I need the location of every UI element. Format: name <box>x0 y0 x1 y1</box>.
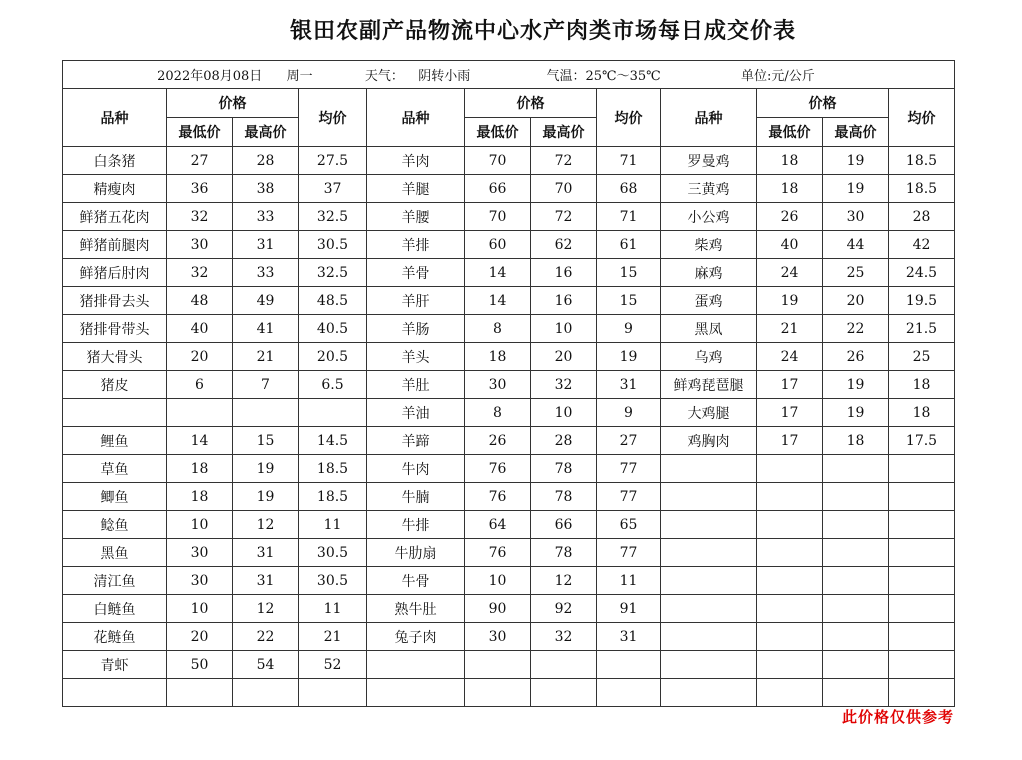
max-price-cell: 12 <box>531 567 597 595</box>
avg-price-cell <box>889 511 955 539</box>
disclaimer-note: 此价格仅供参考 <box>841 708 954 726</box>
min-price-cell: 70 <box>465 203 531 231</box>
max-price-cell: 19 <box>823 175 889 203</box>
avg-price-cell <box>889 651 955 679</box>
max-price-cell: 20 <box>823 287 889 315</box>
header-min: 最低价 <box>167 118 233 147</box>
variety-cell: 羊排 <box>367 231 465 259</box>
variety-cell: 黑鱼 <box>63 539 167 567</box>
max-price-cell <box>823 455 889 483</box>
min-price-cell: 27 <box>167 147 233 175</box>
min-price-cell: 18 <box>167 483 233 511</box>
header-avg: 均价 <box>299 89 367 147</box>
max-price-cell: 31 <box>233 231 299 259</box>
table-row <box>63 623 955 651</box>
price-table <box>62 60 955 707</box>
header-price: 价格 <box>465 89 597 118</box>
table-row <box>63 175 955 203</box>
max-price-cell: 78 <box>531 455 597 483</box>
table-row <box>63 567 955 595</box>
avg-price-cell: 17.5 <box>889 427 955 455</box>
variety-cell: 羊蹄 <box>367 427 465 455</box>
avg-price-cell: 18 <box>889 371 955 399</box>
max-price-cell: 22 <box>233 623 299 651</box>
max-price-cell <box>531 679 597 707</box>
max-price-cell: 92 <box>531 595 597 623</box>
min-price-cell: 14 <box>167 427 233 455</box>
header-max: 最高价 <box>823 118 889 147</box>
table-row <box>63 427 955 455</box>
avg-price-cell: 31 <box>597 623 661 651</box>
variety-cell: 乌鸡 <box>661 343 757 371</box>
variety-cell <box>661 679 757 707</box>
max-price-cell: 28 <box>233 147 299 175</box>
avg-price-cell: 28 <box>889 203 955 231</box>
variety-cell: 白条猪 <box>63 147 167 175</box>
weather-text: 阴转小雨 <box>418 69 471 84</box>
variety-cell <box>661 651 757 679</box>
avg-price-cell: 19 <box>597 343 661 371</box>
table-row <box>63 231 955 259</box>
avg-price-cell: 21.5 <box>889 315 955 343</box>
table-row <box>63 315 955 343</box>
avg-price-cell: 91 <box>597 595 661 623</box>
header-avg: 均价 <box>597 89 661 147</box>
min-price-cell: 40 <box>167 315 233 343</box>
max-price-cell: 19 <box>233 455 299 483</box>
avg-price-cell: 18 <box>889 399 955 427</box>
variety-cell: 羊腿 <box>367 175 465 203</box>
variety-cell <box>661 483 757 511</box>
min-price-cell <box>465 679 531 707</box>
date-text: 2022年08月08日 <box>157 69 263 84</box>
avg-price-cell: 25 <box>889 343 955 371</box>
max-price-cell: 19 <box>823 399 889 427</box>
variety-cell <box>661 511 757 539</box>
avg-price-cell: 18.5 <box>889 175 955 203</box>
variety-cell: 羊头 <box>367 343 465 371</box>
table-row <box>63 259 955 287</box>
avg-price-cell: 65 <box>597 511 661 539</box>
avg-price-cell: 14.5 <box>299 427 367 455</box>
variety-cell: 羊肉 <box>367 147 465 175</box>
max-price-cell <box>823 539 889 567</box>
variety-cell: 鲜猪后肘肉 <box>63 259 167 287</box>
min-price-cell: 76 <box>465 483 531 511</box>
max-price-cell <box>233 679 299 707</box>
weekday-text: 周一 <box>286 69 313 84</box>
header-max: 最高价 <box>531 118 597 147</box>
variety-cell: 牛肋扇 <box>367 539 465 567</box>
avg-price-cell <box>299 399 367 427</box>
min-price-cell: 36 <box>167 175 233 203</box>
avg-price-cell <box>889 595 955 623</box>
avg-price-cell: 40.5 <box>299 315 367 343</box>
variety-cell: 青虾 <box>63 651 167 679</box>
header-row-1 <box>63 89 955 118</box>
variety-cell <box>661 623 757 651</box>
max-price-cell: 31 <box>233 567 299 595</box>
min-price-cell: 30 <box>167 539 233 567</box>
max-price-cell: 10 <box>531 315 597 343</box>
variety-cell: 清江鱼 <box>63 567 167 595</box>
variety-cell: 猪大骨头 <box>63 343 167 371</box>
min-price-cell <box>167 399 233 427</box>
variety-cell: 三黄鸡 <box>661 175 757 203</box>
min-price-cell: 32 <box>167 203 233 231</box>
max-price-cell: 66 <box>531 511 597 539</box>
variety-cell: 猪排骨带头 <box>63 315 167 343</box>
variety-cell: 猪排骨去头 <box>63 287 167 315</box>
min-price-cell <box>757 651 823 679</box>
avg-price-cell: 71 <box>597 147 661 175</box>
max-price-cell: 16 <box>531 287 597 315</box>
min-price-cell: 18 <box>757 147 823 175</box>
header-max: 最高价 <box>233 118 299 147</box>
variety-cell: 猪皮 <box>63 371 167 399</box>
variety-cell: 羊骨 <box>367 259 465 287</box>
avg-price-cell: 30.5 <box>299 231 367 259</box>
variety-cell: 羊肠 <box>367 315 465 343</box>
variety-cell: 牛骨 <box>367 567 465 595</box>
table-row <box>63 287 955 315</box>
min-price-cell <box>167 679 233 707</box>
min-price-cell <box>757 595 823 623</box>
min-price-cell: 90 <box>465 595 531 623</box>
variety-cell <box>661 539 757 567</box>
min-price-cell <box>757 539 823 567</box>
min-price-cell: 26 <box>757 203 823 231</box>
max-price-cell: 22 <box>823 315 889 343</box>
variety-cell: 鲤鱼 <box>63 427 167 455</box>
max-price-cell: 25 <box>823 259 889 287</box>
avg-price-cell: 21 <box>299 623 367 651</box>
variety-cell <box>661 567 757 595</box>
min-price-cell: 14 <box>465 287 531 315</box>
variety-cell: 牛肉 <box>367 455 465 483</box>
variety-cell <box>63 399 167 427</box>
max-price-cell: 70 <box>531 175 597 203</box>
max-price-cell: 72 <box>531 203 597 231</box>
variety-cell: 草鱼 <box>63 455 167 483</box>
variety-cell <box>367 651 465 679</box>
min-price-cell: 18 <box>465 343 531 371</box>
max-price-cell <box>823 483 889 511</box>
variety-cell: 鲜鸡琵琶腿 <box>661 371 757 399</box>
variety-cell: 熟牛肚 <box>367 595 465 623</box>
avg-price-cell <box>889 679 955 707</box>
max-price-cell <box>823 623 889 651</box>
variety-cell: 羊肝 <box>367 287 465 315</box>
variety-cell: 羊肚 <box>367 371 465 399</box>
variety-cell: 小公鸡 <box>661 203 757 231</box>
min-price-cell: 8 <box>465 315 531 343</box>
min-price-cell: 20 <box>167 343 233 371</box>
max-price-cell: 30 <box>823 203 889 231</box>
min-price-cell: 30 <box>465 371 531 399</box>
max-price-cell: 32 <box>531 623 597 651</box>
avg-price-cell: 20.5 <box>299 343 367 371</box>
max-price-cell <box>823 567 889 595</box>
avg-price-cell <box>889 623 955 651</box>
min-price-cell: 17 <box>757 371 823 399</box>
variety-cell: 鲶鱼 <box>63 511 167 539</box>
avg-price-cell <box>597 651 661 679</box>
variety-cell <box>367 679 465 707</box>
variety-cell: 牛腩 <box>367 483 465 511</box>
avg-price-cell: 77 <box>597 455 661 483</box>
max-price-cell: 72 <box>531 147 597 175</box>
min-price-cell: 21 <box>757 315 823 343</box>
variety-cell: 羊油 <box>367 399 465 427</box>
header-row-2 <box>63 118 955 147</box>
avg-price-cell: 30.5 <box>299 567 367 595</box>
table-row <box>63 539 955 567</box>
avg-price-cell <box>889 455 955 483</box>
max-price-cell: 78 <box>531 483 597 511</box>
avg-price-cell: 52 <box>299 651 367 679</box>
unit-text: 单位:元/公斤 <box>740 69 815 84</box>
variety-cell: 羊腰 <box>367 203 465 231</box>
min-price-cell: 8 <box>465 399 531 427</box>
table-row <box>63 147 955 175</box>
variety-cell: 柴鸡 <box>661 231 757 259</box>
min-price-cell: 6 <box>167 371 233 399</box>
max-price-cell: 12 <box>233 511 299 539</box>
max-price-cell: 49 <box>233 287 299 315</box>
avg-price-cell: 15 <box>597 287 661 315</box>
avg-price-cell: 68 <box>597 175 661 203</box>
min-price-cell: 20 <box>167 623 233 651</box>
variety-cell: 鲜猪前腿肉 <box>63 231 167 259</box>
avg-price-cell: 37 <box>299 175 367 203</box>
variety-cell: 鲜猪五花肉 <box>63 203 167 231</box>
table-row <box>63 203 955 231</box>
variety-cell <box>661 595 757 623</box>
max-price-cell: 33 <box>233 203 299 231</box>
avg-price-cell: 11 <box>299 511 367 539</box>
table-row <box>63 511 955 539</box>
max-price-cell: 62 <box>531 231 597 259</box>
max-price-cell: 21 <box>233 343 299 371</box>
header-min: 最低价 <box>465 118 531 147</box>
variety-cell: 精瘦肉 <box>63 175 167 203</box>
min-price-cell: 66 <box>465 175 531 203</box>
max-price-cell: 16 <box>531 259 597 287</box>
avg-price-cell: 31 <box>597 371 661 399</box>
min-price-cell: 26 <box>465 427 531 455</box>
weather-label: 天气： <box>364 69 404 84</box>
min-price-cell: 19 <box>757 287 823 315</box>
max-price-cell: 28 <box>531 427 597 455</box>
table-row <box>63 483 955 511</box>
avg-price-cell: 11 <box>597 567 661 595</box>
min-price-cell: 50 <box>167 651 233 679</box>
variety-cell: 花鲢鱼 <box>63 623 167 651</box>
max-price-cell: 33 <box>233 259 299 287</box>
max-price-cell: 10 <box>531 399 597 427</box>
min-price-cell: 24 <box>757 259 823 287</box>
info-row <box>63 61 955 89</box>
min-price-cell: 76 <box>465 539 531 567</box>
min-price-cell: 17 <box>757 427 823 455</box>
avg-price-cell: 30.5 <box>299 539 367 567</box>
table-row <box>63 455 955 483</box>
avg-price-cell <box>597 679 661 707</box>
max-price-cell <box>531 651 597 679</box>
min-price-cell: 18 <box>757 175 823 203</box>
min-price-cell: 30 <box>465 623 531 651</box>
avg-price-cell: 27.5 <box>299 147 367 175</box>
avg-price-cell: 71 <box>597 203 661 231</box>
min-price-cell: 24 <box>757 343 823 371</box>
max-price-cell <box>823 595 889 623</box>
variety-cell: 大鸡腿 <box>661 399 757 427</box>
min-price-cell: 10 <box>167 595 233 623</box>
max-price-cell: 19 <box>823 371 889 399</box>
header-variety: 品种 <box>367 89 465 147</box>
avg-price-cell <box>889 539 955 567</box>
avg-price-cell: 27 <box>597 427 661 455</box>
header-min: 最低价 <box>757 118 823 147</box>
variety-cell: 罗曼鸡 <box>661 147 757 175</box>
min-price-cell <box>757 455 823 483</box>
avg-price-cell: 77 <box>597 483 661 511</box>
variety-cell: 麻鸡 <box>661 259 757 287</box>
max-price-cell <box>823 511 889 539</box>
min-price-cell <box>757 679 823 707</box>
avg-price-cell: 61 <box>597 231 661 259</box>
min-price-cell: 10 <box>167 511 233 539</box>
variety-cell: 鲫鱼 <box>63 483 167 511</box>
max-price-cell: 18 <box>823 427 889 455</box>
variety-cell: 蛋鸡 <box>661 287 757 315</box>
avg-price-cell: 77 <box>597 539 661 567</box>
avg-price-cell: 42 <box>889 231 955 259</box>
max-price-cell <box>233 399 299 427</box>
avg-price-cell <box>299 679 367 707</box>
min-price-cell: 30 <box>167 231 233 259</box>
table-row <box>63 371 955 399</box>
avg-price-cell: 9 <box>597 399 661 427</box>
variety-cell <box>661 455 757 483</box>
table-row <box>63 651 955 679</box>
max-price-cell: 78 <box>531 539 597 567</box>
avg-price-cell <box>889 483 955 511</box>
max-price-cell: 7 <box>233 371 299 399</box>
min-price-cell: 60 <box>465 231 531 259</box>
header-variety: 品种 <box>661 89 757 147</box>
info-cell <box>63 61 955 89</box>
avg-price-cell: 48.5 <box>299 287 367 315</box>
avg-price-cell: 15 <box>597 259 661 287</box>
avg-price-cell: 32.5 <box>299 203 367 231</box>
table-row <box>63 343 955 371</box>
min-price-cell: 64 <box>465 511 531 539</box>
min-price-cell: 76 <box>465 455 531 483</box>
max-price-cell: 44 <box>823 231 889 259</box>
variety-cell <box>63 679 167 707</box>
avg-price-cell: 11 <box>299 595 367 623</box>
max-price-cell: 54 <box>233 651 299 679</box>
min-price-cell <box>465 651 531 679</box>
variety-cell: 牛排 <box>367 511 465 539</box>
avg-price-cell: 9 <box>597 315 661 343</box>
min-price-cell: 70 <box>465 147 531 175</box>
avg-price-cell: 18.5 <box>889 147 955 175</box>
min-price-cell: 32 <box>167 259 233 287</box>
max-price-cell: 41 <box>233 315 299 343</box>
min-price-cell <box>757 511 823 539</box>
avg-price-cell: 18.5 <box>299 455 367 483</box>
avg-price-cell: 18.5 <box>299 483 367 511</box>
header-avg: 均价 <box>889 89 955 147</box>
page-title: 银田农副产品物流中心水产肉类市场每日成交价表 <box>289 18 796 44</box>
header-variety: 品种 <box>63 89 167 147</box>
max-price-cell: 12 <box>233 595 299 623</box>
table-row <box>63 399 955 427</box>
min-price-cell: 48 <box>167 287 233 315</box>
avg-price-cell <box>889 567 955 595</box>
max-price-cell <box>823 679 889 707</box>
avg-price-cell: 19.5 <box>889 287 955 315</box>
temperature-text: 气温：25℃～35℃ <box>546 69 661 84</box>
variety-cell: 白鲢鱼 <box>63 595 167 623</box>
table-row <box>63 595 955 623</box>
max-price-cell: 20 <box>531 343 597 371</box>
max-price-cell: 32 <box>531 371 597 399</box>
min-price-cell: 18 <box>167 455 233 483</box>
max-price-cell: 19 <box>823 147 889 175</box>
variety-cell: 黑凤 <box>661 315 757 343</box>
max-price-cell: 26 <box>823 343 889 371</box>
min-price-cell: 10 <box>465 567 531 595</box>
avg-price-cell: 24.5 <box>889 259 955 287</box>
min-price-cell <box>757 623 823 651</box>
min-price-cell: 30 <box>167 567 233 595</box>
header-price: 价格 <box>757 89 889 118</box>
min-price-cell: 14 <box>465 259 531 287</box>
variety-cell: 鸡胸肉 <box>661 427 757 455</box>
max-price-cell: 19 <box>233 483 299 511</box>
max-price-cell: 15 <box>233 427 299 455</box>
avg-price-cell: 32.5 <box>299 259 367 287</box>
min-price-cell: 17 <box>757 399 823 427</box>
max-price-cell: 38 <box>233 175 299 203</box>
min-price-cell: 40 <box>757 231 823 259</box>
min-price-cell <box>757 567 823 595</box>
variety-cell: 兔子肉 <box>367 623 465 651</box>
min-price-cell <box>757 483 823 511</box>
avg-price-cell: 6.5 <box>299 371 367 399</box>
max-price-cell: 31 <box>233 539 299 567</box>
max-price-cell <box>823 651 889 679</box>
table-row <box>63 679 955 707</box>
header-price: 价格 <box>167 89 299 118</box>
